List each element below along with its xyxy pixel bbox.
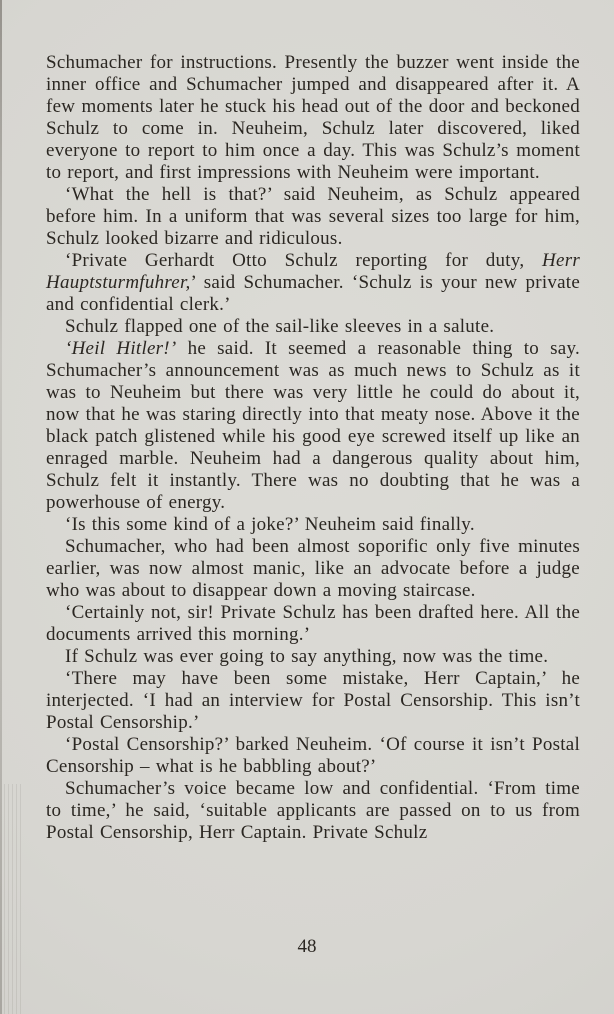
text-segment: he said. It seemed a reasonable thing to say. Schumacher’s announcement was as much news to Schulz as it was to Neuheim but there was very little he could do about it, now that he was staring directly into that meaty nose. Above it the black patch glistened while his good eye screwed itself up like an enraged marble. Neuheim had a dangerous quality about him, Schulz felt it instantly. There was no doubting that he was a powerhouse of energy.	[46, 338, 580, 513]
paragraph	[46, 602, 580, 646]
paragraph	[46, 514, 580, 536]
text-segment: Schumacher’s voice became low and confidential. ‘From time to time,’ he said, ‘suitable applicants are passed on to us from Postal Censorship, Herr Captain. Private Schulz	[46, 778, 580, 843]
text-segment: ‘There may have been some mistake, Herr Captain,’ he interjected. ‘I had an interview for Postal Censorship. This isn’t Postal Censorship.’	[46, 668, 580, 733]
paragraph	[46, 338, 580, 514]
text-segment: Schulz flapped one of the sail-like sleeves in a salute.	[65, 316, 495, 337]
paragraph	[46, 316, 580, 338]
text-segment: ’ said Schumacher. ‘Schulz is your new private and confidential clerk.’	[46, 272, 580, 315]
text-segment: ‘What the hell is that?’ said Neuheim, as Schulz appeared before him. In a uniform that was several sizes too large for him, Schulz looked bizarre and ridiculous.	[46, 184, 580, 249]
text-segment: Schumacher, who had been almost soporific only five minutes earlier, was now almost manic, like an advocate before a judge who was about to disappear down a moving staircase.	[46, 536, 580, 601]
text-segment: ‘Postal Censorship?’ barked Neuheim. ‘Of course it isn’t Postal Censorship – what is he babbling about?’	[46, 734, 580, 777]
paragraph	[46, 52, 580, 184]
text-block	[46, 52, 580, 844]
page-number: 48	[297, 936, 317, 957]
italic-text-segment: Herr Hauptsturmfuhrer,	[46, 250, 580, 293]
paragraph	[46, 646, 580, 668]
text-segment: ‘Certainly not, sir! Private Schulz has been drafted here. All the documents arrived this morning.’	[46, 602, 580, 645]
text-segment: ‘Private Gerhardt Otto Schulz reporting for duty,	[65, 250, 543, 271]
paragraph	[46, 184, 580, 250]
text-segment: ‘Is this some kind of a joke?’ Neuheim said finally.	[65, 514, 475, 535]
text-segment: If Schulz was ever going to say anything, now was the time.	[65, 646, 549, 667]
paragraph	[46, 778, 580, 844]
paragraph	[46, 536, 580, 602]
text-segment: Schumacher for instructions. Presently the buzzer went inside the inner office and Schumacher jumped and disappeared after it. A few moments later he stuck his head out of the door and beckoned Schulz to come in. Neuheim, Schulz later discovered, liked everyone to report to him once a day. This was Schulz’s moment to report, and first impressions with Neuheim were important.	[46, 52, 580, 183]
paragraph	[46, 250, 580, 316]
paragraph	[46, 668, 580, 734]
italic-text-segment: ‘Heil Hitler!’	[65, 338, 177, 359]
paragraph	[46, 734, 580, 778]
